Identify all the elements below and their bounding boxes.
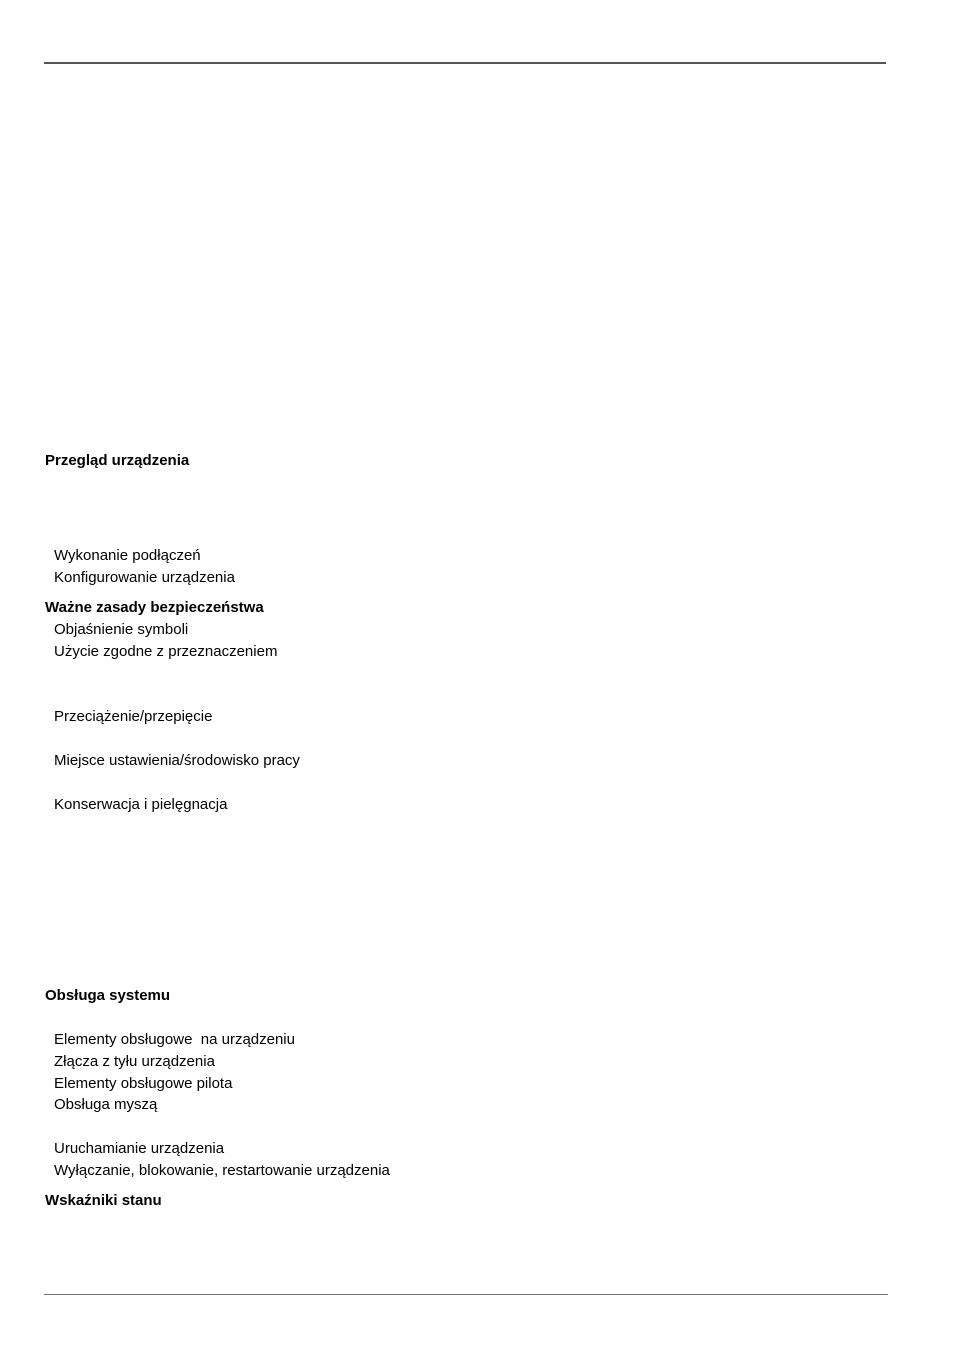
toc-item-maintenance[interactable]: Konserwacja i pielęgnacja bbox=[54, 796, 228, 813]
toc-item-configure[interactable]: Konfigurowanie urządzenia bbox=[54, 569, 235, 586]
toc-item-mouse[interactable]: Obsługa myszą bbox=[54, 1096, 158, 1113]
toc-heading-status[interactable]: Wskaźniki stanu bbox=[45, 1192, 162, 1209]
toc-item-location[interactable]: Miejsce ustawienia/środowisko pracy bbox=[54, 752, 300, 769]
toc-item-controls-device[interactable]: Elementy obsługowe na urządzeniu bbox=[54, 1031, 295, 1048]
toc-item-connections[interactable]: Wykonanie podłączeń bbox=[54, 547, 201, 564]
toc-item-rear-ports[interactable]: Złącza z tyłu urządzenia bbox=[54, 1053, 215, 1070]
toc-heading-overview[interactable]: Przegląd urządzenia bbox=[45, 452, 190, 469]
toc-item-startup[interactable]: Uruchamianie urządzenia bbox=[54, 1140, 225, 1157]
toc-item-remote-controls[interactable]: Elementy obsługowe pilota bbox=[54, 1075, 233, 1092]
toc-item-symbols[interactable]: Objaśnienie symboli bbox=[54, 621, 189, 638]
header-rule bbox=[44, 62, 886, 64]
footer-rule bbox=[44, 1294, 888, 1295]
toc-heading-operation[interactable]: Obsługa systemu bbox=[45, 987, 171, 1004]
toc-item-shutdown[interactable]: Wyłączanie, blokowanie, restartowanie urządzenia bbox=[54, 1162, 390, 1179]
toc-heading-safety[interactable]: Ważne zasady bezpieczeństwa bbox=[45, 599, 264, 616]
toc-item-overload[interactable]: Przeciążenie/przepięcie bbox=[54, 708, 213, 725]
toc-item-intended-use[interactable]: Użycie zgodne z przeznaczeniem bbox=[54, 643, 278, 660]
